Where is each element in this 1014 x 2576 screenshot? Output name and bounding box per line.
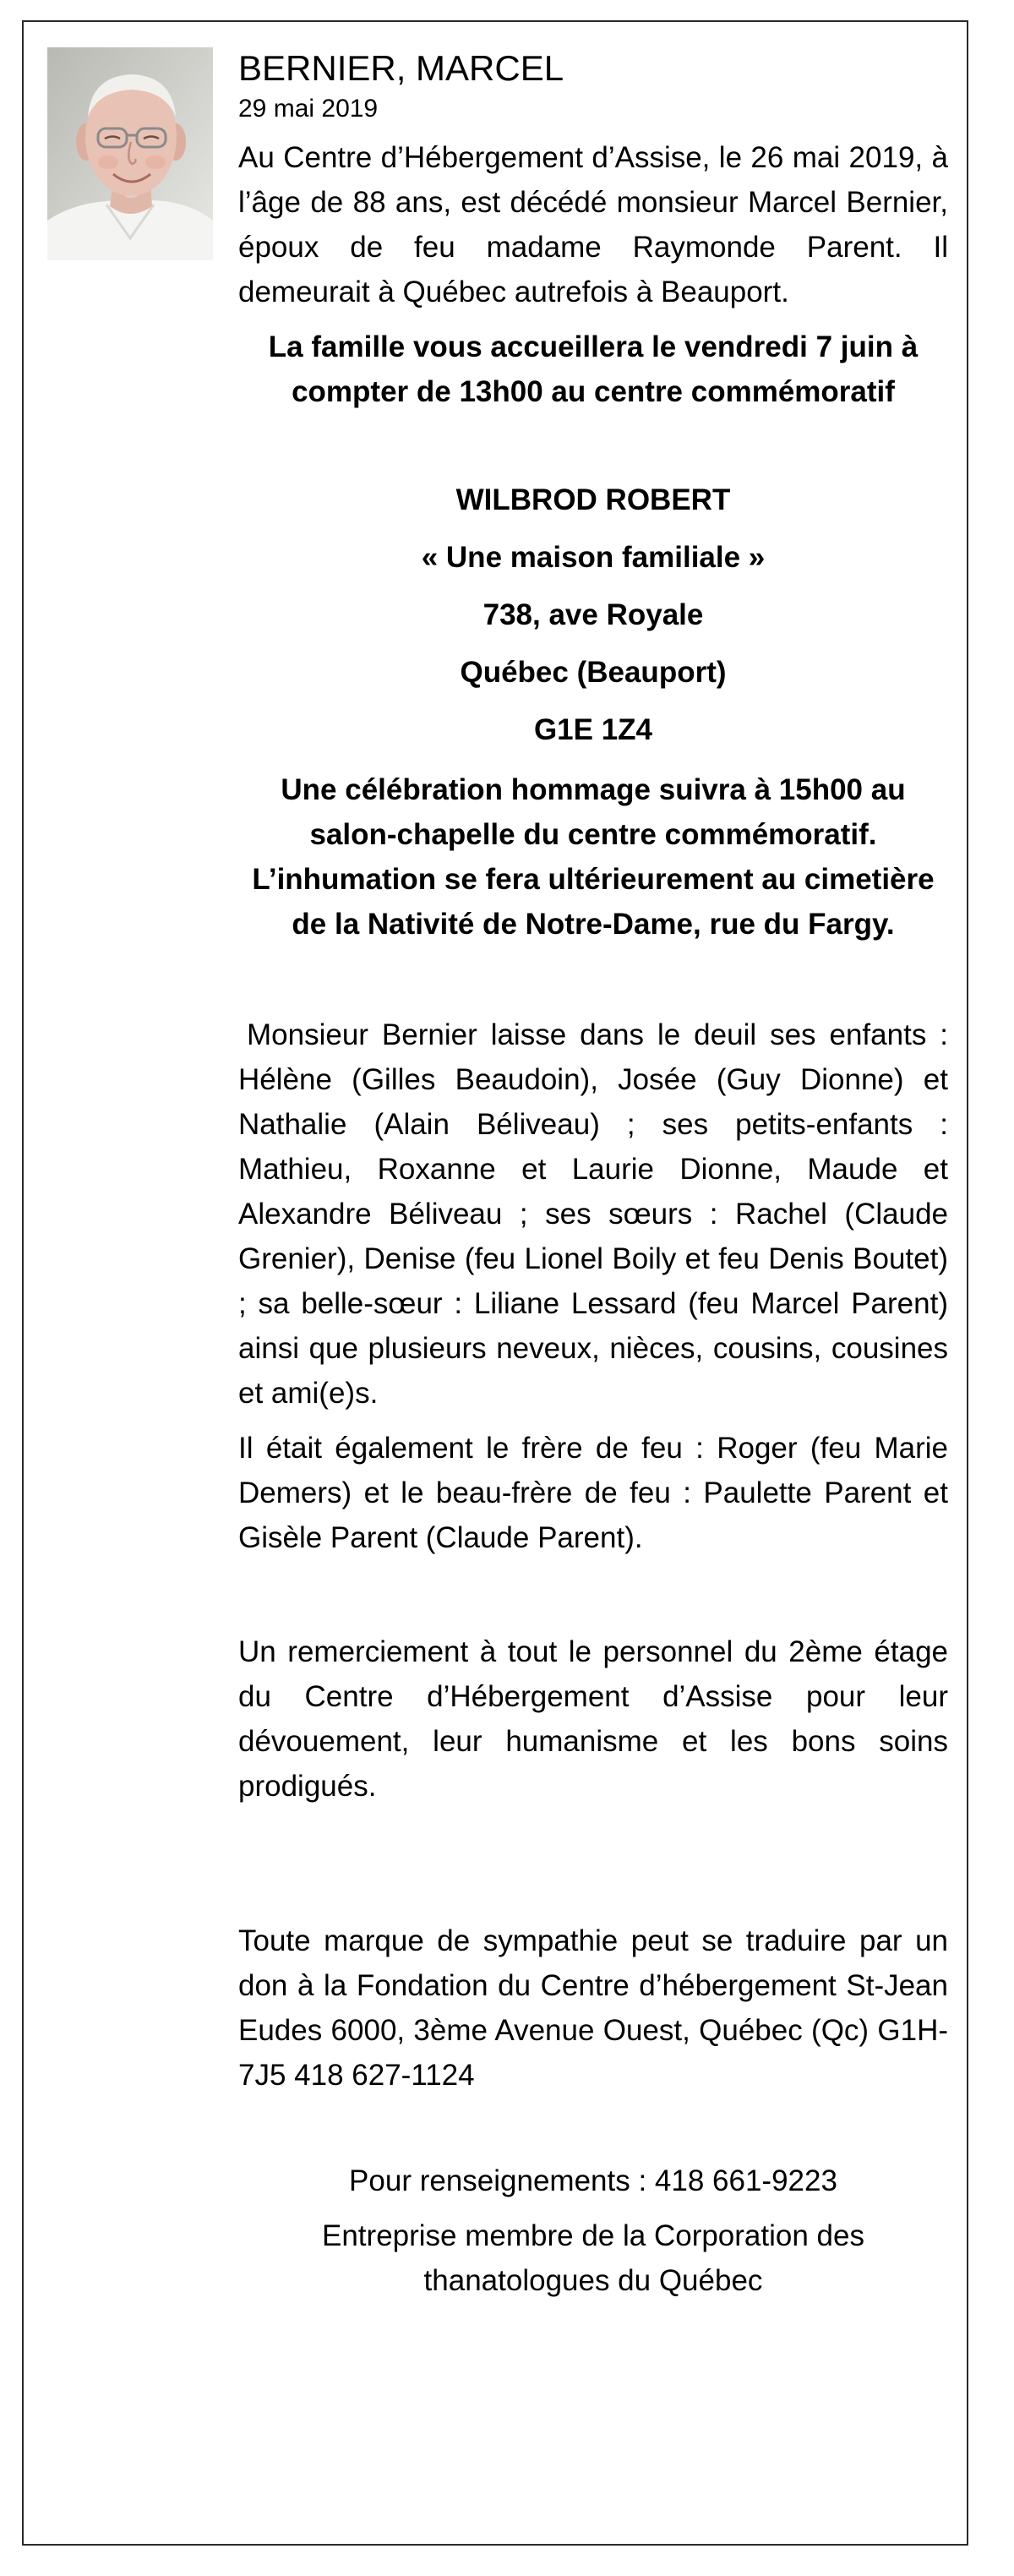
notice-content (238, 44, 948, 2303)
thanks-paragraph: Un remerciement à tout le personnel du 2ème étage du Centre d’Hébergement d’Assise pour leur dévouement, leur humanisme et les bons soins prodigués. (238, 1635, 948, 1803)
funeral-home-address (238, 480, 948, 750)
survivors-paragraph: Monsieur Bernier laisse dans le deuil ses enfants : Hélène (Gilles Beaudoin), Josée (Guy Dionne) et Nathalie (Alain Béliveau) ; ses petits-enfants : Mathieu, Roxanne et Laurie Dionne, Maude et Alexandre Béliveau ; ses sœurs : Rachel (Claude Grenier), Denise (feu Lionel Boily et feu Denis Boutet) ; sa belle-sœur : Liliane Lessard (feu Marcel Parent) ainsi que plusieurs neveux, nièces, cousins, cousines et ami(e)s. (238, 1018, 948, 1410)
donations-paragraph: Toute marque de sympathie peut se traduire par un don à la Fondation du Centre d’hébergement St-Jean Eudes 6000, 3ème Avenue Ouest, Québec (Qc) G1H-7J5 418 627-1124 (238, 1924, 948, 2092)
info-line: Pour renseignements : 418 661-9223 (349, 2164, 837, 2197)
ceremony-paragraph: Une célébration hommage suivra à 15h00 au salon-chapelle du centre commémoratif. L’inhumation se fera ultérieurement au cimetière de la Nativité de Notre-Dame, rue du Fargy. (252, 773, 935, 941)
membership-line: Entreprise membre de la Corporation des thanatologues du Québec (322, 2219, 864, 2297)
deceased-name: BERNIER, MARCEL (238, 48, 564, 88)
funeral-home-postal-code: G1E 1Z4 (533, 713, 653, 746)
portrait-photo (47, 47, 213, 260)
visitation-paragraph: La famille vous accueillera le vendredi 7 juin à compter de 13h00 au centre commémoratif (268, 330, 919, 408)
funeral-home-city: Québec (Beauport) (460, 656, 727, 689)
intro-paragraph: Au Centre d’Hébergement d’Assise, le 26 mai 2019, à l’âge de 88 ans, est décédé monsieur Marcel Bernier, époux de feu madame Raymonde Parent. Il demeurait à Québec autrefois à Beauport. (238, 141, 948, 308)
publication-date: 29 mai 2019 (238, 95, 379, 123)
funeral-home-name: WILBROD ROBERT (455, 483, 731, 516)
funeral-home-street: 738, ave Royale (482, 598, 704, 631)
predeceased-paragraph: Il était également le frère de feu : Roger (feu Marie Demers) et le beau-frère de feu : Paulette Parent et Gisèle Parent (Claude Parent). (238, 1432, 948, 1554)
funeral-home-tagline: « Une maison familiale » (421, 541, 766, 574)
